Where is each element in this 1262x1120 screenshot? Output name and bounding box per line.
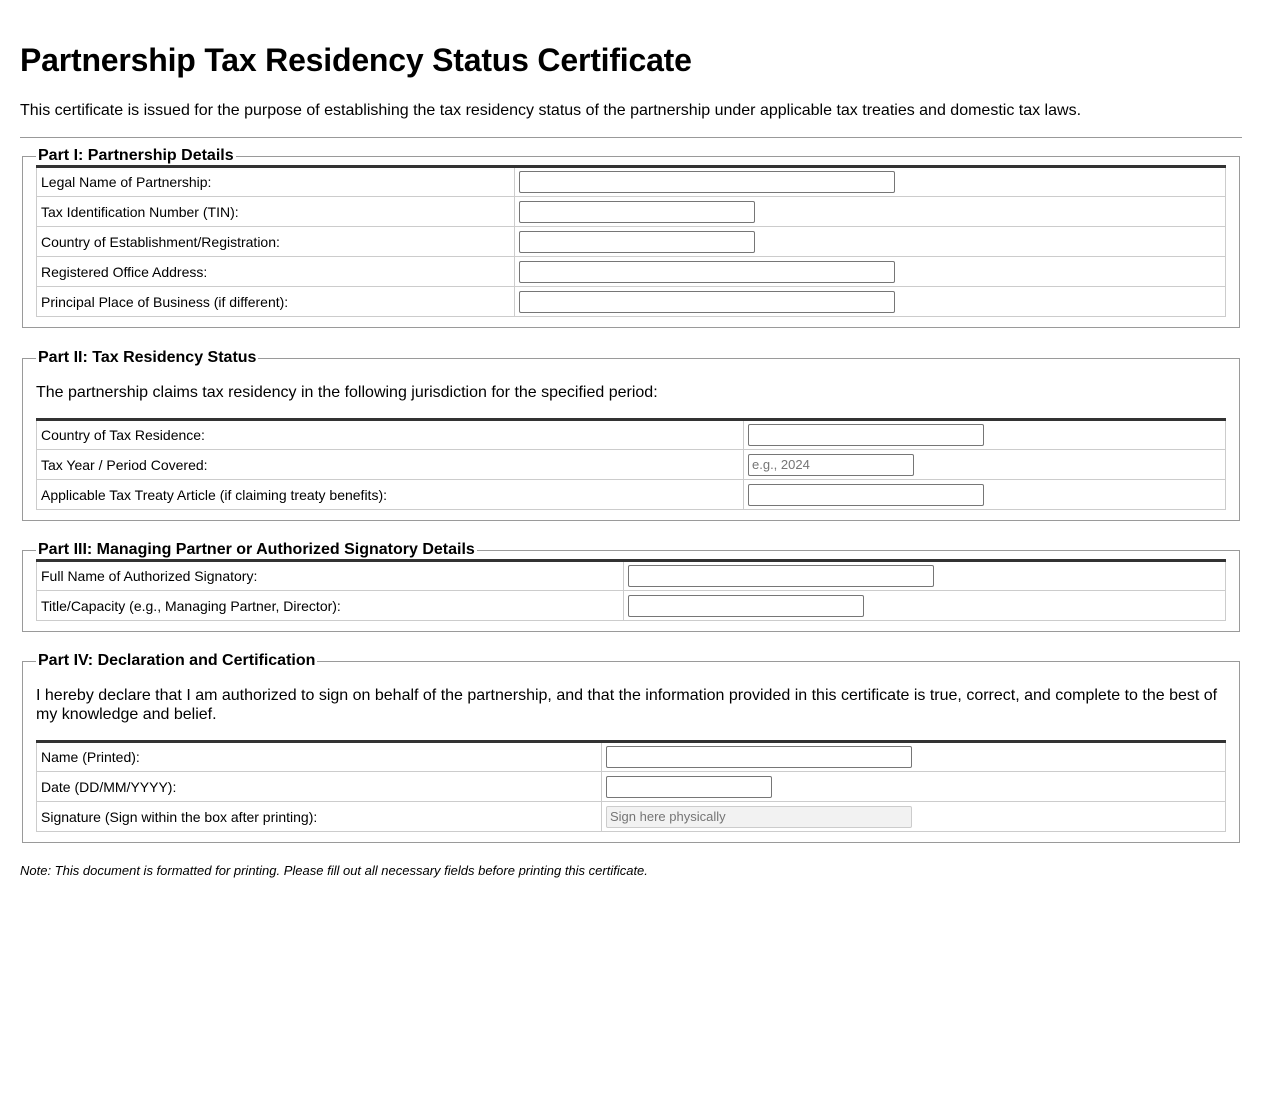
table-row (37, 197, 1226, 227)
table-row (37, 802, 1226, 832)
part-1-legend: Part I: Partnership Details (38, 147, 234, 164)
table-row (37, 287, 1226, 317)
table-row (37, 227, 1226, 257)
part-1-partnership-details (22, 147, 1240, 328)
legal-name-label: Legal Name of Partnership: (37, 167, 515, 197)
field-cell (602, 742, 1226, 772)
tax-year-input[interactable] (748, 454, 914, 476)
field-cell (744, 480, 1226, 510)
registered-office-input[interactable] (519, 261, 895, 283)
signatory-name-label: Full Name of Authorized Signatory: (37, 561, 624, 591)
tin-label: Tax Identification Number (TIN): (37, 197, 515, 227)
signature-box (606, 806, 912, 828)
field-cell (515, 287, 1226, 317)
table-row (37, 167, 1226, 197)
intro-text: This certificate is issued for the purpose of establishing the tax residency status of the partnership under applicable tax treaties and domestic tax laws. (20, 102, 1082, 119)
print-note: Note: This document is formatted for printing. Please fill out all necessary fields before printing this certificate. (20, 863, 648, 878)
date-label: Date (DD/MM/YYYY): (37, 772, 602, 802)
table-row (37, 742, 1226, 772)
country-establishment-label: Country of Establishment/Registration: (37, 227, 515, 257)
field-cell (515, 167, 1226, 197)
part-3-legend: Part III: Managing Partner or Authorized Signatory Details (38, 541, 475, 558)
principal-place-label: Principal Place of Business (if different): (37, 287, 515, 317)
part-4-table (36, 740, 1226, 832)
part-3-table (36, 559, 1226, 621)
field-cell (515, 197, 1226, 227)
field-cell (624, 591, 1226, 621)
table-row (37, 480, 1226, 510)
part-3-signatory-details (22, 541, 1240, 632)
part-4-legend: Part IV: Declaration and Certification (38, 652, 316, 669)
tax-year-label: Tax Year / Period Covered: (37, 450, 744, 480)
part-2-legend: Part II: Tax Residency Status (38, 349, 257, 366)
divider (20, 137, 1242, 138)
treaty-article-input[interactable] (748, 484, 984, 506)
field-cell (515, 257, 1226, 287)
part-2-tax-residency-status (22, 349, 1240, 521)
table-row (37, 591, 1226, 621)
tin-input[interactable] (519, 201, 755, 223)
field-cell (515, 227, 1226, 257)
part-2-table (36, 418, 1226, 510)
table-row (37, 420, 1226, 450)
field-cell (602, 802, 1226, 832)
registered-office-label: Registered Office Address: (37, 257, 515, 287)
table-row (37, 561, 1226, 591)
table-row (37, 450, 1226, 480)
country-establishment-input[interactable] (519, 231, 755, 253)
page-title: Partnership Tax Residency Status Certificate (20, 42, 692, 78)
table-row (37, 772, 1226, 802)
country-tax-residence-input[interactable] (748, 424, 984, 446)
treaty-article-label: Applicable Tax Treaty Article (if claiming treaty benefits): (37, 480, 744, 510)
signature-label: Signature (Sign within the box after printing): (37, 802, 602, 832)
title-capacity-label: Title/Capacity (e.g., Managing Partner, Director): (37, 591, 624, 621)
declaration-paragraph: I hereby declare that I am authorized to sign on behalf of the partnership, and that the information provided in this certificate is true, correct, and complete to the best of my knowledge and belief. (36, 687, 1218, 723)
field-cell (744, 420, 1226, 450)
printed-name-label: Name (Printed): (37, 742, 602, 772)
part-2-paragraph: The partnership claims tax residency in the following jurisdiction for the specified period: (36, 384, 658, 401)
date-input[interactable] (606, 776, 772, 798)
field-cell (624, 561, 1226, 591)
printed-name-input[interactable] (606, 746, 912, 768)
field-cell (744, 450, 1226, 480)
principal-place-input[interactable] (519, 291, 895, 313)
title-capacity-input[interactable] (628, 595, 864, 617)
table-row (37, 257, 1226, 287)
part-4-declaration (22, 652, 1240, 843)
field-cell (602, 772, 1226, 802)
legal-name-input[interactable] (519, 171, 895, 193)
country-tax-residence-label: Country of Tax Residence: (37, 420, 744, 450)
part-1-table (36, 165, 1226, 317)
signatory-name-input[interactable] (628, 565, 934, 587)
